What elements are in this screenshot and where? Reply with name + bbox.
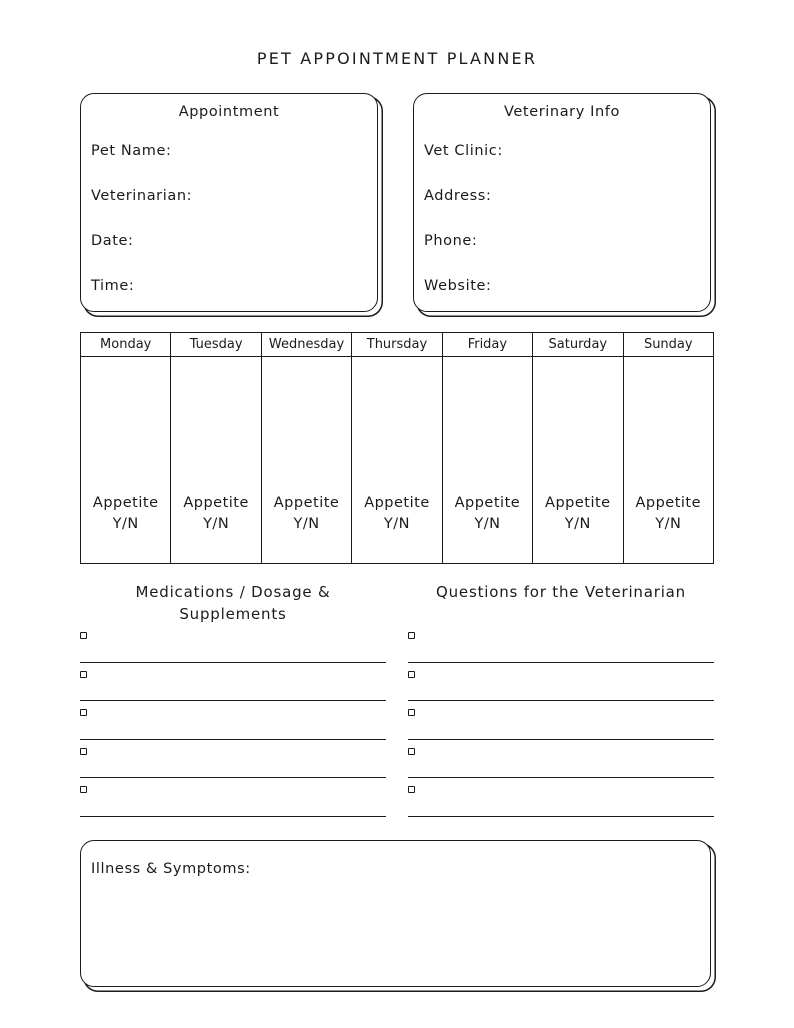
- address-field[interactable]: Address:: [424, 188, 492, 204]
- appetite-label: Appetite: [454, 495, 521, 511]
- question-line[interactable]: [408, 740, 714, 779]
- appetite-label: Appetite: [183, 495, 249, 511]
- appointment-card: [80, 93, 378, 312]
- veterinary-info-card: [413, 93, 711, 312]
- day-cell[interactable]: [623, 357, 713, 564]
- veterinary-info-card-title: Veterinary Info: [504, 104, 620, 120]
- day-cell[interactable]: [171, 357, 261, 564]
- checkbox-icon[interactable]: [408, 786, 415, 793]
- checkbox-icon[interactable]: [408, 632, 415, 639]
- vet-clinic-field[interactable]: Vet Clinic:: [424, 143, 503, 159]
- appetite-label: Appetite: [545, 495, 611, 511]
- medications-list: [80, 624, 386, 817]
- appetite-label: Appetite: [273, 495, 340, 511]
- appetite-yn[interactable]: Y/N: [474, 516, 501, 532]
- question-line[interactable]: [408, 624, 714, 663]
- checkbox-icon[interactable]: [408, 748, 415, 755]
- veterinarian-field[interactable]: Veterinarian:: [91, 188, 193, 204]
- appetite-yn[interactable]: Y/N: [203, 516, 230, 532]
- checkbox-icon[interactable]: [80, 786, 87, 793]
- checkbox-icon[interactable]: [80, 748, 87, 755]
- page-title: PET APPOINTMENT PLANNER: [256, 49, 538, 68]
- day-cell[interactable]: [352, 357, 442, 564]
- weekday-cells-row: [81, 357, 714, 564]
- day-cell[interactable]: [442, 357, 532, 564]
- checkbox-icon[interactable]: [80, 671, 87, 678]
- weekday-header: Wednesday: [261, 333, 351, 357]
- appetite-yn[interactable]: Y/N: [655, 516, 682, 532]
- appointment-card-title: Appointment: [178, 104, 280, 120]
- appetite-label: Appetite: [635, 495, 702, 511]
- question-line[interactable]: [408, 663, 714, 702]
- question-line[interactable]: [408, 778, 714, 817]
- medication-line[interactable]: [80, 701, 386, 740]
- illness-symptoms-card[interactable]: [80, 840, 711, 987]
- checkbox-icon[interactable]: [408, 671, 415, 678]
- weekday-header: Friday: [442, 333, 532, 357]
- medication-line[interactable]: [80, 624, 386, 663]
- day-cell[interactable]: [81, 357, 171, 564]
- checkbox-icon[interactable]: [80, 709, 87, 716]
- appetite-label: Appetite: [364, 495, 430, 511]
- weekday-header-row: [81, 333, 714, 357]
- weekday-header: Thursday: [352, 333, 442, 357]
- day-cell[interactable]: [261, 357, 351, 564]
- weekday-header: Tuesday: [171, 333, 261, 357]
- medication-line[interactable]: [80, 663, 386, 702]
- time-field[interactable]: Time:: [91, 278, 135, 294]
- appetite-yn[interactable]: Y/N: [293, 516, 320, 532]
- illness-symptoms-label: Illness & Symptoms:: [91, 861, 251, 877]
- weekday-header: Monday: [81, 333, 171, 357]
- appetite-label: Appetite: [92, 495, 159, 511]
- checkbox-icon[interactable]: [408, 709, 415, 716]
- question-line[interactable]: [408, 701, 714, 740]
- questions-heading: Questions for the Veterinarian: [436, 583, 686, 601]
- day-cell[interactable]: [533, 357, 623, 564]
- date-field[interactable]: Date:: [91, 233, 134, 249]
- weekday-header: Saturday: [533, 333, 623, 357]
- appetite-yn[interactable]: Y/N: [564, 516, 591, 532]
- weekly-table: [80, 332, 714, 564]
- checkbox-icon[interactable]: [80, 632, 87, 639]
- medication-line[interactable]: [80, 778, 386, 817]
- medications-heading: Medications / Dosage & Supplements: [135, 583, 331, 623]
- website-field[interactable]: Website:: [424, 278, 492, 294]
- weekday-header: Sunday: [623, 333, 713, 357]
- pet-name-field[interactable]: Pet Name:: [91, 143, 172, 159]
- appetite-yn[interactable]: Y/N: [383, 516, 411, 532]
- medication-line[interactable]: [80, 740, 386, 779]
- questions-list: [408, 624, 714, 817]
- appetite-yn[interactable]: Y/N: [112, 516, 139, 532]
- phone-field[interactable]: Phone:: [424, 233, 478, 249]
